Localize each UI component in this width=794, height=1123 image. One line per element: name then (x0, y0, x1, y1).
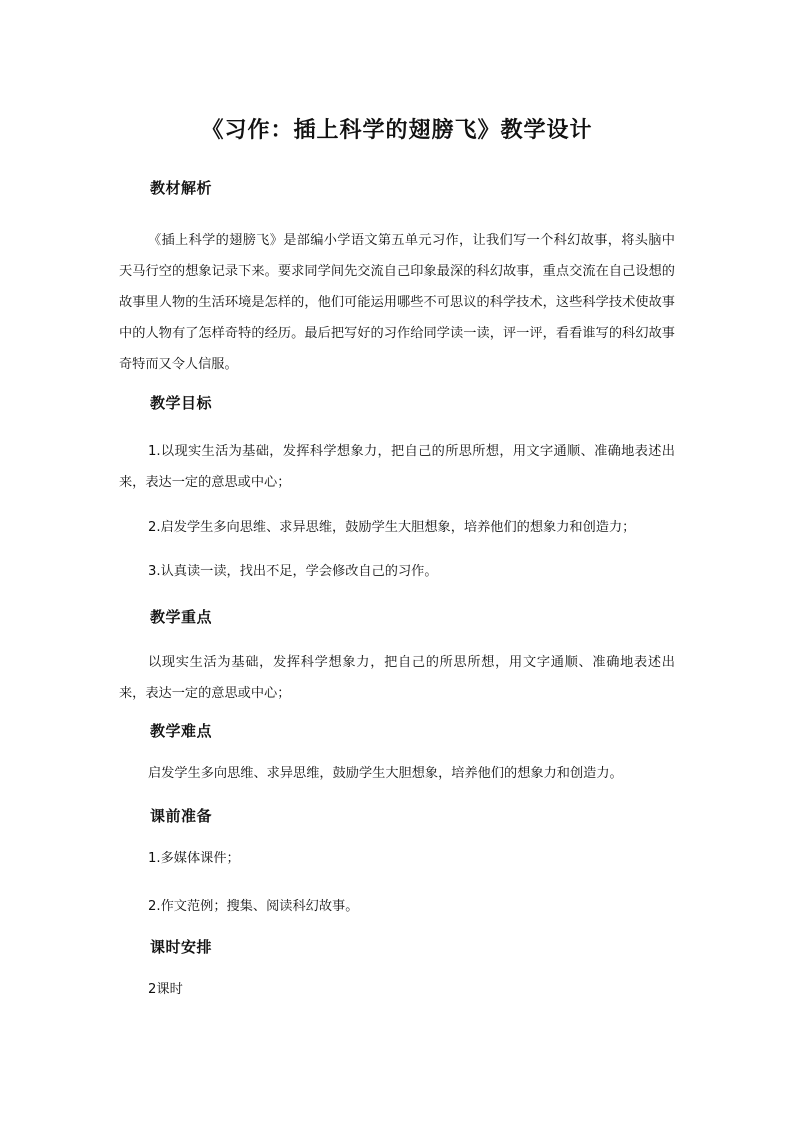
section-heading-schedule: 课时安排 (150, 938, 213, 956)
goal-item-2: 2.启发学生多向思维、求异思维，鼓励学生大胆想象，培养他们的想象力和创造力； (148, 520, 636, 535)
preparation-item-1: 1.多媒体课件； (148, 851, 240, 866)
key-points-paragraph: 以现实生活为基础，发挥科学想象力，把自己的所思所想，用文字通顺、准确地表述出来，表达一定的意思或中心； (119, 655, 675, 701)
section-heading-preparation: 课前准备 (150, 807, 213, 825)
section-heading-key-points: 教学重点 (150, 608, 213, 626)
goal-item-1: 1.以现实生活为基础，发挥科学想象力，把自己的所思所想，用文字通顺、准确地表述出来，表达一定的意思或中心； (119, 444, 675, 490)
section-heading-analysis: 教材解析 (150, 179, 213, 197)
document-title: 《习作：插上科学的翅膀飞》教学设计 (201, 117, 593, 143)
analysis-paragraph: 《插上科学的翅膀飞》是部编小学语文第五单元习作，让我们写一个科幻故事，将头脑中天马行空的想象记录下来。要求同学间先交流自己印象最深的科幻故事，重点交流在自己设想的故事里人物的生活环境是怎样的，他们可能运用哪些不可思议的科学技术，这些科学技术使故事中的人物有了怎样奇特的经历。最后把写好的习作给同学读一读，评一评，看看谁写的科幻故事奇特而又令人信服。 (119, 233, 675, 372)
difficulties-paragraph: 启发学生多向思维、求异思维，鼓励学生大胆想象，培养他们的想象力和创造力。 (148, 766, 623, 781)
goal-item-3: 3.认真读一读，找出不足，学会修改自己的习作。 (148, 564, 438, 579)
section-heading-goals: 教学目标 (150, 394, 213, 412)
preparation-item-2: 2.作文范例；搜集、阅读科幻故事。 (148, 899, 359, 914)
section-heading-difficulties: 教学难点 (150, 722, 213, 740)
schedule-text: 2课时 (148, 982, 183, 997)
